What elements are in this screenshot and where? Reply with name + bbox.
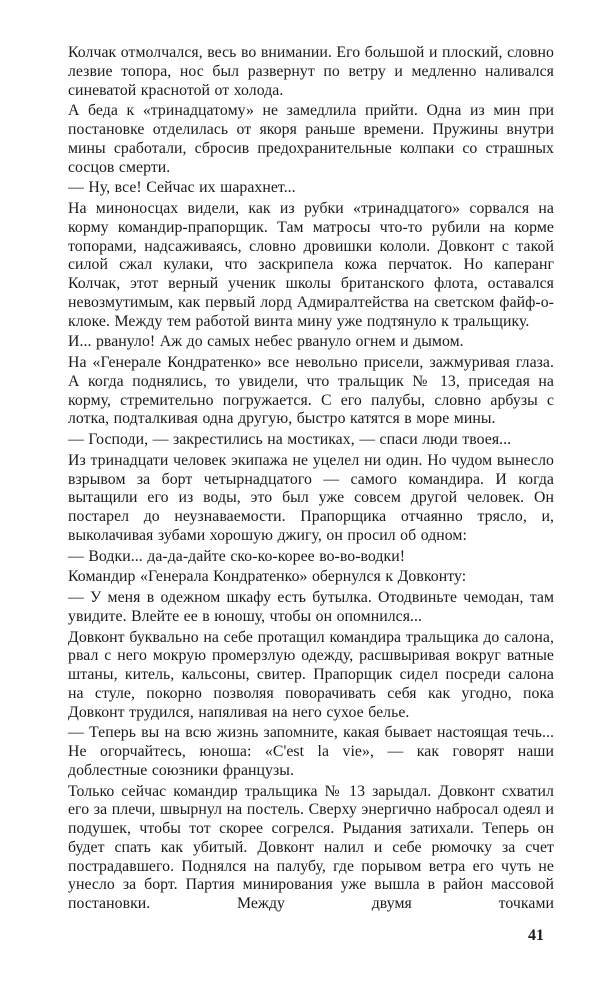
page-body (68, 44, 554, 916)
paragraph-5: И... рвануло! Аж до самых небес рвануло огнем и дымом. (68, 333, 464, 351)
paragraph-7: — Господи, — закрестились на мостиках, — спаси люди твоея... (68, 431, 512, 448)
paragraph-13: — Теперь вы на всю жизнь запомните, какая бывает настоящая течь... Не огорчайтесь, юноша: «C'est la vie», — как говорят наши доблестные союзники французы. (68, 724, 554, 779)
paragraph-1: Колчак отмолчался, весь во внимании. Его большой и плоский, словно лезвие топора, нос был развернут по ветру и медленно наливался синеватой краснотой от холода. (68, 44, 554, 99)
paragraph-2: А беда к «тринадцатому» не замедлила прийти. Одна из мин при постановке отделилась от якоря раньше времени. Пружины внутри мины сработали, сбросив предохранительные колпаки со страшных сосцов смерти. (68, 102, 554, 176)
paragraph-9: — Водки... да-да-дайте ско-ко-корее во-во-водки! (68, 547, 406, 565)
paragraph-14: Только сейчас командир тральщика № 13 зарыдал. Довконт схватил его за плечи, швырнул на постель. Сверху энергично набросал одеял и подушек, чтобы тот скорее согрелся. Рыдания затихали. Теперь он будет спать как убитый. Довконт налил и себе рюмочку за счет пострадавшего. Поднялся на палубу, где порывом ветра его чуть не унесло за борт. Партия минирования уже вышла в район массовой постановки. Между двумя точками (68, 782, 554, 912)
paragraph-6: На «Генерале Кондратенко» все невольно присели, зажмуривая глаза. А когда поднялись, то увидели, что тральщик № 13, приседая на корму, стремительно погружается. С его палубы, словно арбузы с лотка, подталкивая одна другую, быстро катятся в море мины. (68, 354, 554, 428)
paragraph-11: — У меня в одежном шкафу есть бутылка. Отодвиньте чемодан, там увидите. Влейте ее в юношу, чтобы он опомнился... (68, 589, 554, 625)
paragraph-4: На миноносцах видели, как из рубки «тринадцатого» сорвался на корму командир-прапорщик. Там матросы что-то рубили на корме топорами, надсаживаясь, словно дровишки кололи. Довконт с такой силой сжал кулаки, что заскрипела кожа перчаток. Но каперанг Колчак, этот верный ученик школы британского флота, оставался невозмутимым, как первый лорд Адмиралтейства на светском файф-о-клоке. Между тем работой винта мину уже подтянуло к тральщику. (68, 200, 554, 330)
paragraph-12: Довконт буквально на себе протащил командира тральщика до салона, рвал с него мокрую промерзлую одежду, расшвыривая вокруг ватные штаны, китель, кальсоны, свитер. Прапорщик сидел посреди салона на стуле, покорно позволяя поворачивать себя как угодно, пока Довконт трудился, напяливая на него сухое белье. (68, 628, 554, 721)
page-number: 41 (528, 927, 544, 944)
paragraph-3: — Ну, все! Сейчас их шарахнет... (68, 179, 296, 197)
paragraph-10: Командир «Генерала Кондратенко» обернулся к Довконту: (68, 568, 467, 586)
paragraph-8: Из тринадцати человек экипажа не уцелел ни один. Но чудом вынесло взрывом за борт четырнадцатого — самого командира. И когда вытащили его из воды, это был уже совсем другой человек. Он постарел до неузнаваемости. Прапорщика отчаянно трясло, и, выколачивая зубами хорошую джигу, он просил об одном: (68, 451, 554, 544)
